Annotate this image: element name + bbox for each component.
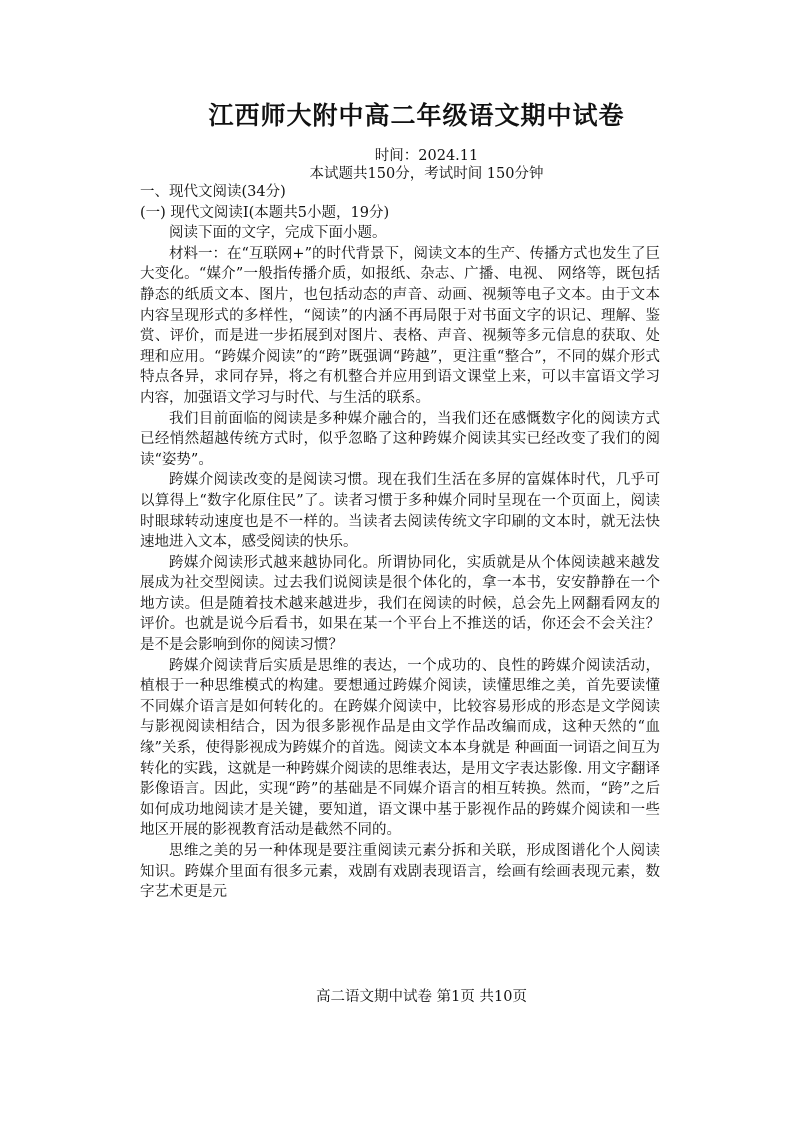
paragraph: 我们目前面临的阅读是多种媒介融合的，当我们还在感慨数字化的阅读方式已经悄然超越传统方式时，似乎忽略了这种跨媒介阅读其实已经改变了我们的阅读“姿势”。 [140, 410, 660, 468]
paragraph: 跨媒介阅读背后实质是思维的表达，一个成功的、良性的跨媒介阅读活动，植根于一种思维模式的构建。要想通过跨媒介阅读，读懂思维之美，首先要读懂不同媒介语言是如何转化的。在跨媒介阅读中，比较容易形成的形态是文学阅读与影视阅读相结合，因为很多影视作品是由文学作品改编而成，这种天然的“血缘”关系，使得影视成为跨媒介的首选。阅读文本本身就是 种画面一词语之间互为转化的实践，这就是一种跨媒介阅读的思维表达，是用文字表达影像. 用文字翻译影像语言。因此，实现“跨”的基础是不同媒介语言的相互转换。然而，“跨”之后如何成功地阅读才是关键，要知道，语文课中基于影视作品的跨媒介阅读和一些地区开展的影视教育活动是截然不同的。 [140, 657, 660, 839]
subsection-heading: (一) 现代文阅读Ⅰ(本题共5小题，19分) [140, 204, 390, 221]
reading-instruction: 阅读下面的文字，完成下面小题。 [169, 225, 387, 242]
section-heading: 一、现代文阅读(34分) [140, 184, 286, 200]
page-footer: 高二语文期中试卷 第1页 共10页 [316, 989, 527, 1005]
exam-time: 时间：2024.11 [374, 148, 479, 164]
paragraph-material-one: 材料一：在“互联网+”的时代背景下，阅读文本的生产、传播方式也发生了巨大变化。“媒介”一般指传播介质，如报纸、杂志、广播、电视、 网络等，既包括静态的纸质文本、图片，也包括动态的声音、动画、视频等电子文本。由于文本内容呈现形式的多样性，“阅读”的内涵不再局限于对书面文字的识记、理解、鉴赏、评价，而是进一步拓展到对图片、表格、声音、视频等多元信息的获取、处理和应用。“跨媒介阅读”的“跨”既强调“跨越”，更注重“整合”，不同的媒介形式特点各异，求同存异，将之有机整合并应用到语文课堂上来，可以丰富语文学习内容，加强语文学习与时代、与生活的联系。 [140, 245, 660, 406]
paragraph: 思维之美的另一种体现是要注重阅读元素分拆和关联，形成图谱化个人阅读知识。跨媒介里面有很多元素，戏剧有戏剧表现语言，绘画有绘画表现元素，数字艺术更是元 [140, 843, 660, 901]
paragraph: 跨媒介阅读改变的是阅读习惯。现在我们生活在多屏的富媒体时代，几乎可以算得上“数字化原住民”了。读者习惯于多种媒介同时呈现在一个页面上，阅读时眼球转动速度也是不一样的。当读者去阅读传统文字印刷的文本时，就无法快速地进入文本，感受阅读的快乐。 [140, 472, 660, 551]
page-title: 江西师大附中高二年级语文期中试卷 [208, 101, 625, 130]
exam-body [140, 182, 660, 903]
exam-info: 本试题共150分，考试时间 150分钟 [309, 166, 544, 182]
paragraph: 跨媒介阅读形式越来越协同化。所谓协同化，实质就是从个体阅读越来越发展成为社交型阅读。过去我们说阅读是很个体化的，拿一本书，安安静静在一个地方读。但是随着技术越来越进步，我们在阅读的时候，总会先上网翻看网友的评价。也就是说今后看书，如果在某一个平台上不推送的话，你还会不会关注？是不是会影响到你的阅读习惯？ [140, 554, 660, 654]
